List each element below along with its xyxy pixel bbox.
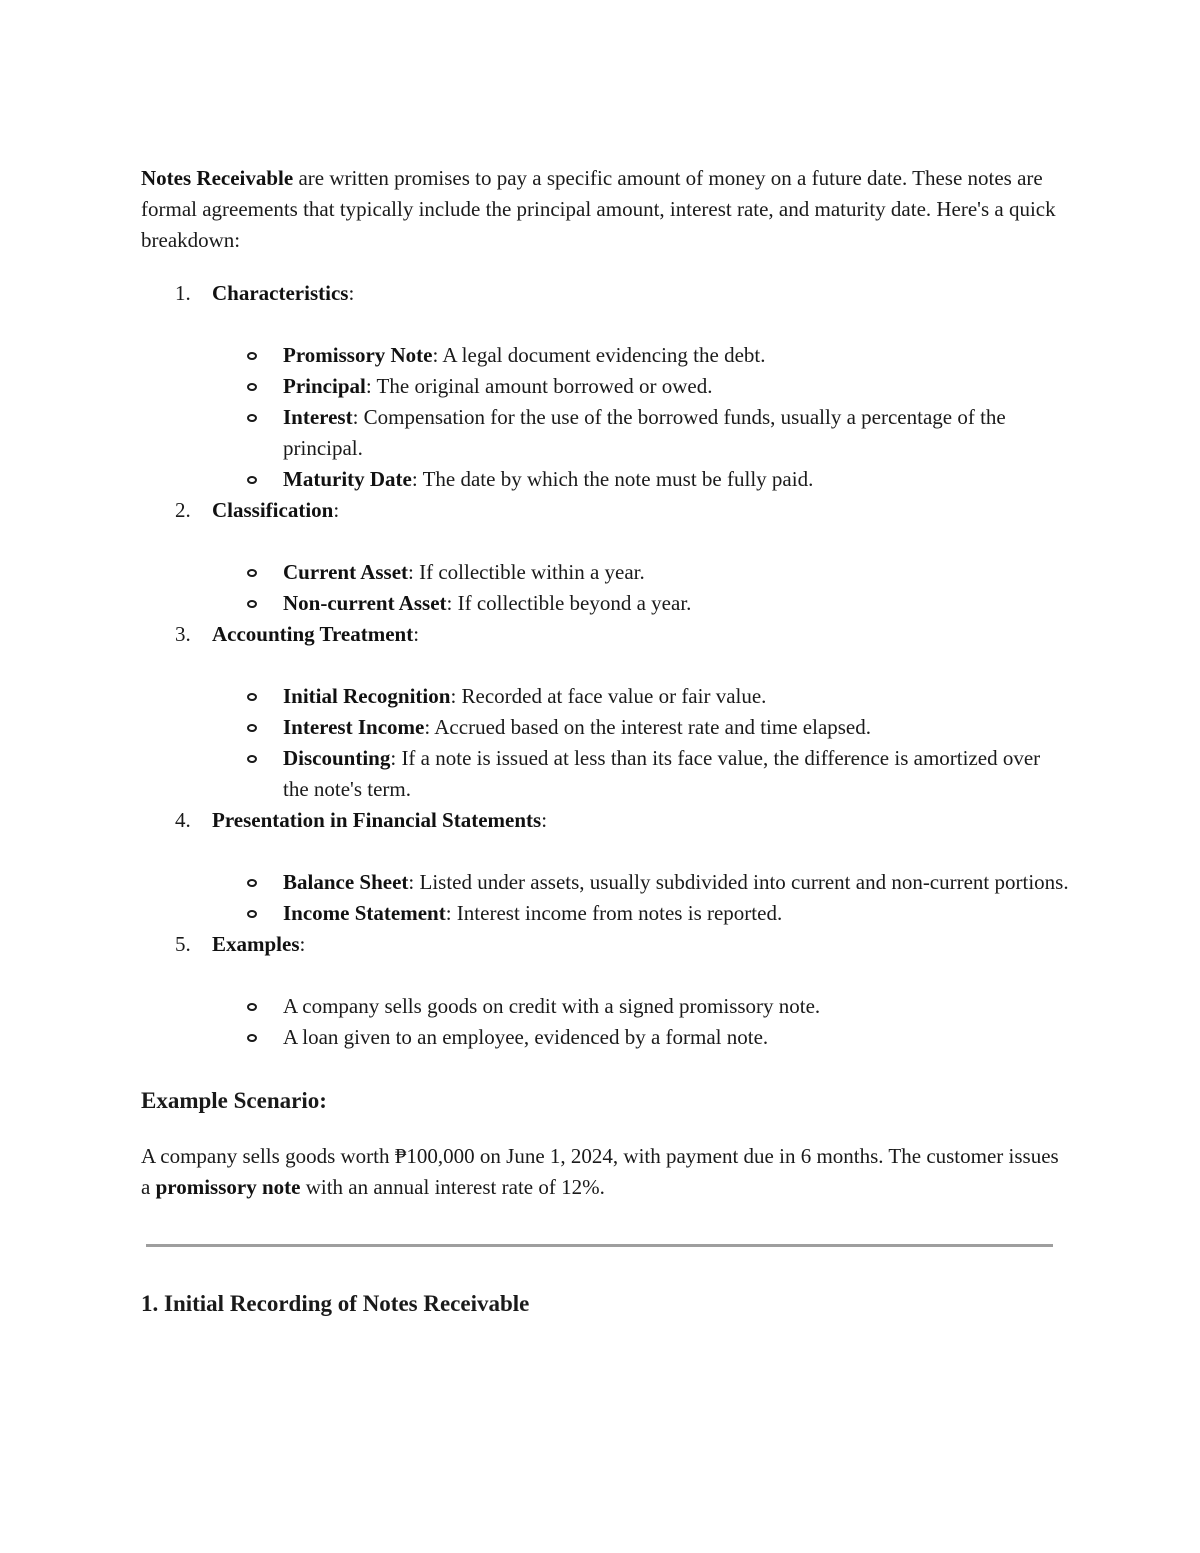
scenario-heading: Example Scenario: <box>141 1088 327 1113</box>
section-title: Characteristics <box>212 281 349 305</box>
bullet-text: : The date by which the note must be fully paid. <box>411 467 814 491</box>
hollow-circle-bullet-icon <box>247 569 257 577</box>
sub-bullet-list <box>212 340 1071 495</box>
section-heading <box>212 495 1071 526</box>
hollow-circle-bullet-icon <box>247 352 257 360</box>
hollow-circle-bullet-icon <box>247 910 257 918</box>
bullet-term: Interest <box>283 405 353 429</box>
bullet-text: A company sells goods on credit with a signed promissory note. <box>283 994 821 1018</box>
bullet-item <box>212 991 1071 1022</box>
section-title: Accounting Treatment <box>212 622 414 646</box>
bullet-item <box>212 867 1071 898</box>
bullet-item <box>212 464 1071 495</box>
bullet-term: Current Asset <box>283 560 409 584</box>
intro-term: Notes Receivable <box>141 166 294 190</box>
bullet-item <box>212 402 1071 464</box>
section-heading <box>212 805 1071 836</box>
section-item <box>141 929 1071 1053</box>
section-item <box>141 278 1071 495</box>
bullet-item <box>212 681 1071 712</box>
section-number: 3. <box>175 622 191 646</box>
section-title: Examples <box>212 932 300 956</box>
section-colon: : <box>413 622 420 646</box>
hollow-circle-bullet-icon <box>247 724 257 732</box>
bullet-item <box>212 898 1071 929</box>
intro-paragraph <box>141 163 1071 256</box>
section-item <box>141 495 1071 619</box>
bullet-item <box>212 1022 1071 1053</box>
bullet-text: : Compensation for the use of the borrowed funds, usually a percentage of the principal. <box>283 405 1006 460</box>
bullet-item <box>212 588 1071 619</box>
sub-bullet-list <box>212 991 1071 1053</box>
section-heading <box>212 619 1071 650</box>
sections-list <box>141 278 1071 1053</box>
bullet-text: : Recorded at face value or fair value. <box>450 684 767 708</box>
section-colon: : <box>299 932 306 956</box>
bullet-term: Interest Income <box>283 715 425 739</box>
bullet-item <box>212 340 1071 371</box>
hollow-circle-bullet-icon <box>247 879 257 887</box>
bullet-term: Non-current Asset <box>283 591 447 615</box>
section-colon: : <box>348 281 355 305</box>
section-number: 4. <box>175 808 191 832</box>
bullet-term: Balance Sheet <box>283 870 409 894</box>
bullet-text: : Listed under assets, usually subdivided into current and non-current portions. <box>408 870 1069 894</box>
bullet-term: Maturity Date <box>283 467 412 491</box>
scenario-text-after: with an annual interest rate of 12%. <box>300 1175 605 1199</box>
section-title: Classification <box>212 498 334 522</box>
section-item <box>141 805 1071 929</box>
bullet-item <box>212 557 1071 588</box>
bullet-text: A loan given to an employee, evidenced by a formal note. <box>283 1025 769 1049</box>
bullet-term: Discounting <box>283 746 391 770</box>
hollow-circle-bullet-icon <box>247 693 257 701</box>
sub-bullet-list <box>212 867 1071 929</box>
bullet-text: : A legal document evidencing the debt. <box>432 343 766 367</box>
sub-bullet-list <box>212 557 1071 619</box>
bullet-text: : Interest income from notes is reported. <box>445 901 783 925</box>
section-colon: : <box>541 808 548 832</box>
section-number: 1. <box>175 281 191 305</box>
bullet-text: : If collectible beyond a year. <box>446 591 692 615</box>
document-page <box>141 163 1071 1319</box>
section-heading <box>212 929 1071 960</box>
bullet-text: : If collectible within a year. <box>408 560 645 584</box>
bullet-text: : Accrued based on the interest rate and time elapsed. <box>424 715 872 739</box>
hollow-circle-bullet-icon <box>247 414 257 422</box>
scenario-text-before: A company sells goods worth ₱100,000 on June 1, 2024, with payment due in 6 months. The customer issues a <box>141 1144 1059 1199</box>
section-number: 5. <box>175 932 191 956</box>
section-number: 2. <box>175 498 191 522</box>
section-heading <box>212 278 1071 309</box>
hollow-circle-bullet-icon <box>247 755 257 763</box>
horizontal-divider <box>146 1244 1053 1247</box>
bullet-term: Initial Recognition <box>283 684 451 708</box>
hollow-circle-bullet-icon <box>247 1034 257 1042</box>
section-colon: : <box>333 498 340 522</box>
bullet-text: : If a note is issued at less than its face value, the difference is amortized over the note's term. <box>283 746 1041 801</box>
sub-bullet-list <box>212 681 1071 805</box>
bullet-text: : The original amount borrowed or owed. <box>365 374 713 398</box>
bullet-term: Promissory Note <box>283 343 433 367</box>
bullet-term: Principal <box>283 374 366 398</box>
bullet-item <box>212 371 1071 402</box>
hollow-circle-bullet-icon <box>247 476 257 484</box>
initial-recording-heading: 1. Initial Recording of Notes Receivable <box>141 1291 530 1316</box>
hollow-circle-bullet-icon <box>247 600 257 608</box>
section-item <box>141 619 1071 805</box>
bullet-term: Income Statement <box>283 901 446 925</box>
bullet-item <box>212 743 1071 805</box>
section-title: Presentation in Financial Statements <box>212 808 542 832</box>
scenario-bold-term: promissory note <box>155 1175 301 1199</box>
hollow-circle-bullet-icon <box>247 383 257 391</box>
hollow-circle-bullet-icon <box>247 1003 257 1011</box>
intro-text: are written promises to pay a specific amount of money on a future date. These notes are formal agreements that typically include the principal amount, interest rate, and maturity date. Here's a quick breakdown: <box>141 166 1056 252</box>
bullet-item <box>212 712 1071 743</box>
scenario-paragraph <box>141 1141 1071 1203</box>
